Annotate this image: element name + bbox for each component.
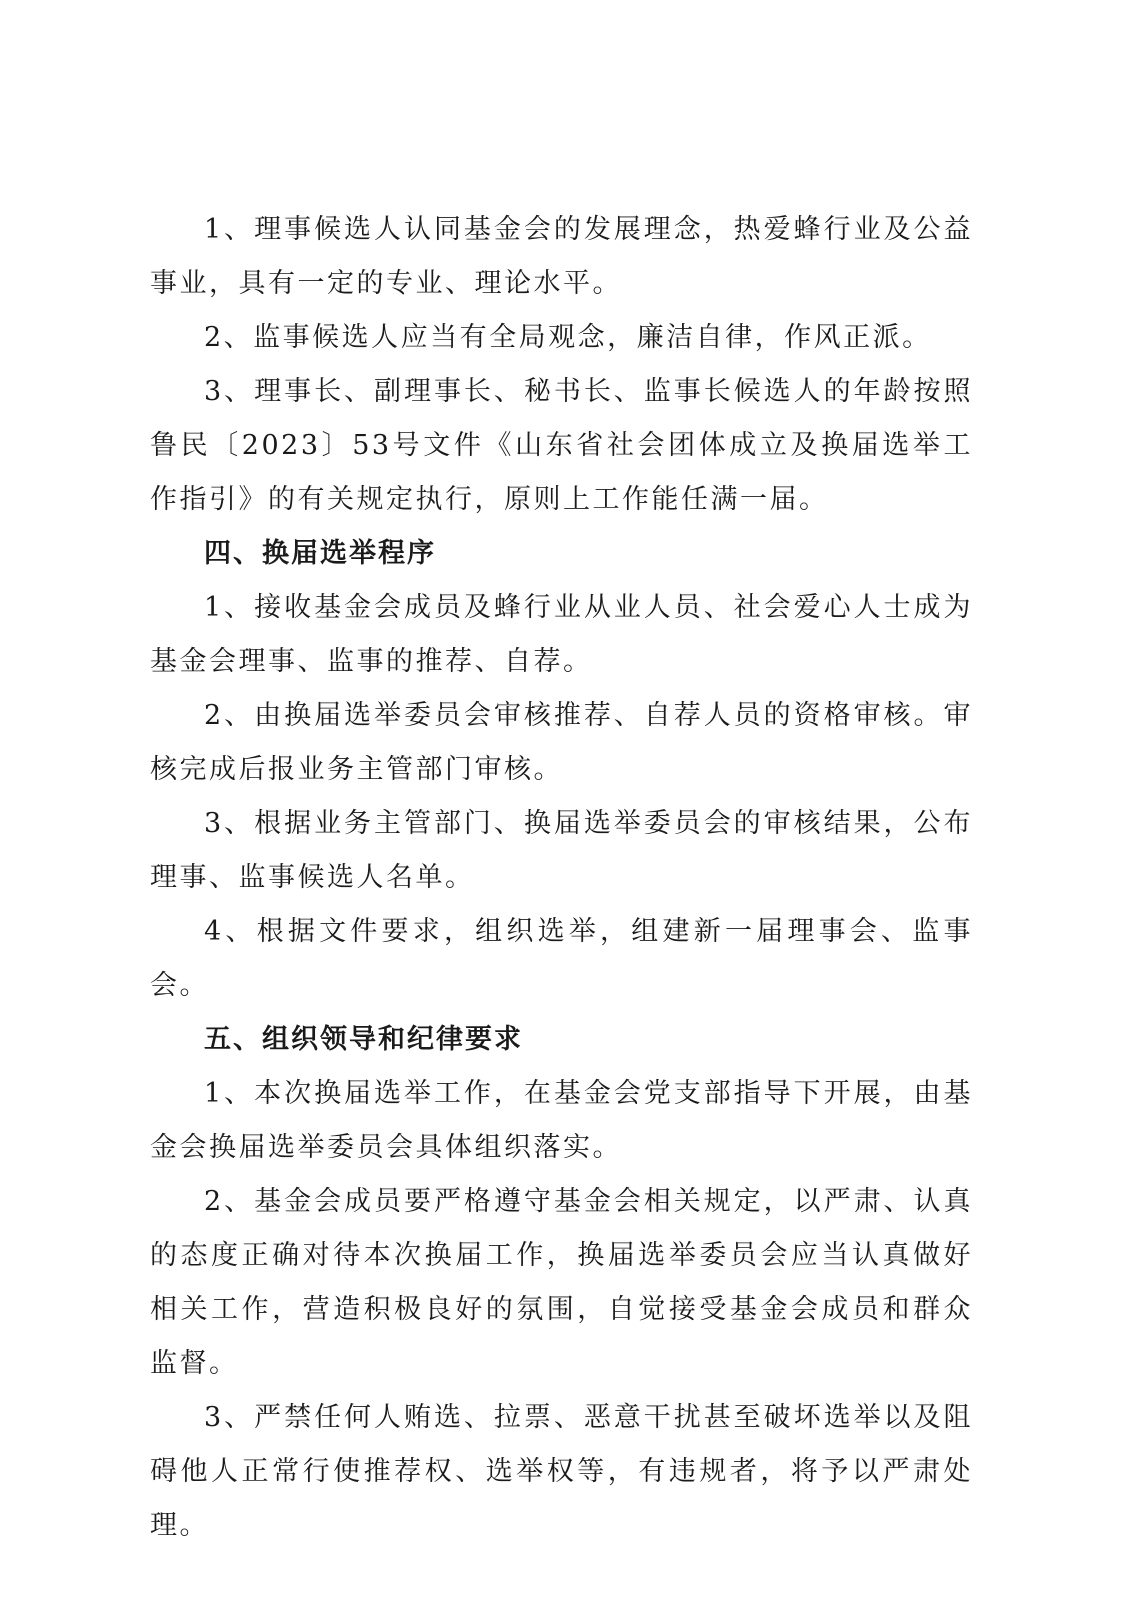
paragraph-procedure-step-1: 1、接收基金会成员及蜂行业从业人员、社会爱心人士成为基金会理事、监事的推荐、自荐。: [150, 592, 973, 677]
paragraph-discipline-item-3: 3、严禁任何人贿选、拉票、恶意干扰甚至破坏选举以及阻碍他人正常行使推荐权、选举权等，有违规者，将予以严肃处理。: [150, 1402, 973, 1541]
paragraph-candidate-age-requirements: 3、理事长、副理事长、秘书长、监事长候选人的年龄按照鲁民〔2023〕53号文件《山东省社会团体成立及换届选举工作指引》的有关规定执行，原则上工作能任满一届。: [150, 376, 973, 515]
section-heading-election-procedure: 四、换届选举程序: [204, 538, 436, 569]
paragraph-procedure-step-4: 4、根据文件要求，组织选举，组建新一届理事会、监事会。: [150, 916, 973, 1001]
paragraph-procedure-step-2: 2、由换届选举委员会审核推荐、自荐人员的资格审核。审核完成后报业务主管部门审核。: [150, 700, 973, 785]
paragraph-discipline-item-2: 2、基金会成员要严格遵守基金会相关规定，以严肃、认真的态度正确对待本次换届工作，换届选举委员会应当认真做好相关工作，营造积极良好的氛围，自觉接受基金会成员和群众监督。: [150, 1186, 973, 1379]
paragraph-candidate-supervisor-requirements: 2、监事候选人应当有全局观念，廉洁自律，作风正派。: [204, 322, 932, 353]
paragraph-procedure-step-3: 3、根据业务主管部门、换届选举委员会的审核结果，公布理事、监事候选人名单。: [150, 808, 973, 893]
paragraph-candidate-director-requirements: 1、理事候选人认同基金会的发展理念，热爱蜂行业及公益事业，具有一定的专业、理论水平。: [150, 214, 973, 299]
paragraph-discipline-item-1: 1、本次换届选举工作，在基金会党支部指导下开展，由基金会换届选举委员会具体组织落实。: [150, 1078, 973, 1163]
document-body: [150, 203, 973, 1553]
section-heading-leadership-discipline: 五、组织领导和纪律要求: [204, 1024, 523, 1055]
